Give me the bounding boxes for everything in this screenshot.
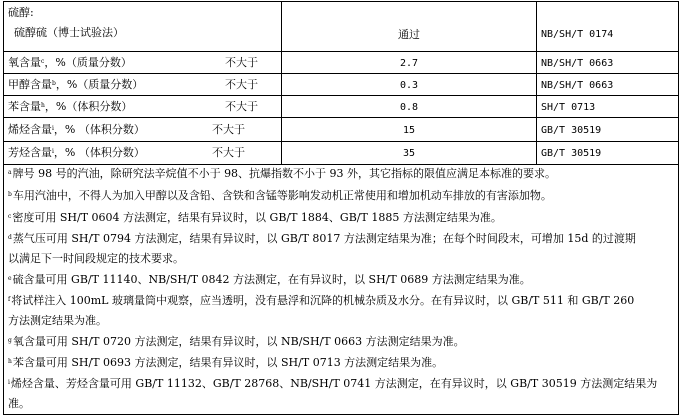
property-name: 甲醇含量$^b$，%（质量分数） (8, 78, 144, 91)
footnote-c: $^c$密度可用 SH/T 0604 方法测定，结果有异议时，以 GB/T 1884、GB/T 1885 方法测定结果为准。 (8, 211, 502, 224)
footnote-mark: h (41, 102, 45, 109)
row-divider (3, 164, 679, 165)
property-name: 芳烃含量$^i$，% （体积分数） (8, 146, 145, 159)
limit-value: 0.3 (399, 80, 419, 91)
sulfur-value: 通过 (398, 28, 420, 41)
footnote-e: $^e$硫含量可用 GB/T 11140、NB/SH/T 0842 方法测定，在有异议时，以 SH/T 0689 方法测定结果为准。 (8, 273, 531, 286)
test-method: NB/SH/T 0663 (541, 80, 614, 91)
row-divider (3, 73, 679, 74)
row-divider (3, 117, 679, 118)
test-method: SH/T 0713 (541, 102, 596, 113)
footnote-mark: b (52, 80, 56, 87)
column-divider (536, 1, 537, 164)
test-method: NB/SH/T 0663 (541, 58, 614, 69)
row-divider (3, 95, 679, 96)
limit-value: 0.8 (399, 102, 419, 113)
property-name: 烯烃含量$^i$，% （体积分数） (8, 123, 145, 136)
footnote-mark: i (52, 148, 54, 155)
row-divider (3, 51, 679, 52)
footnote-b: $^b$车用汽油中，不得人为加入甲醇以及含铅、含铁和含锰等影响发动机正常使用和增加机动车排放的有害添加物。 (8, 189, 552, 202)
footnote-mark: c (41, 58, 45, 65)
footnote-i: $^i$烯烃含量、芳烃含量可用 GB/T 11132、GB/T 28768、NB/SH/T 0741 方法测定，在有异议时，以 GB/T 30519 方法测定结果为 (8, 377, 658, 390)
limit-condition: 不大于 (212, 123, 245, 136)
sulfur-item: 硫醇硫（博士试验法） (14, 26, 124, 39)
property-name: 氧含量$^c$，%（质量分数） (8, 56, 132, 69)
footnote-g: $^g$氧含量可用 SH/T 0720 方法测定，结果有异议时，以 NB/SH/T 0663 方法测定结果为准。 (8, 335, 465, 348)
limit-condition: 不大于 (225, 56, 258, 69)
footnote-f-cont: 方法测定结果为准。 (8, 314, 107, 327)
limit-condition: 不大于 (212, 146, 245, 159)
sulfur-header: 硫醇: (8, 6, 34, 19)
footnote-mark: i (52, 125, 54, 132)
sulfur-method: NB/SH/T 0174 (541, 29, 614, 40)
footnote-f: $^f$将试样注入 100mL 玻璃量筒中观察，应当透明，没有悬浮和沉降的机械杂质及水分。在有异议时，以 GB/T 511 和 GB/T 260 (8, 294, 635, 307)
limit-value: 35 (402, 148, 416, 159)
footnote-d: $^d$蒸气压可用 SH/T 0794 方法测定，结果有异议时，以 GB/T 8017 方法测定结果为准；在每个时间段末，可增加 15d 的过渡期 (8, 232, 636, 245)
limit-value: 15 (402, 125, 416, 136)
test-method: GB/T 30519 (541, 148, 602, 159)
footnote-h: $^h$苯含量可用 SH/T 0693 方法测定，结果有异议时，以 SH/T 0713 方法测定结果为准。 (8, 356, 444, 369)
footnote-i-cont: 准。 (8, 397, 30, 410)
limit-condition: 不大于 (225, 78, 258, 91)
limit-value: 2.7 (399, 58, 419, 69)
test-method: GB/T 30519 (541, 125, 602, 136)
property-name: 苯含量$^h$，%（体积分数） (8, 100, 133, 113)
footnote-a: $^a$牌号 98 号的汽油，除研究法辛烷值不小于 98、抗爆指数不小于 93 外，其它指标的限值应满足本标准的要求。 (8, 167, 557, 180)
limit-condition: 不大于 (225, 100, 258, 113)
footnote-d-cont: 以满足下一时间段规定的技术要求。 (8, 252, 184, 265)
row-divider (3, 141, 679, 142)
